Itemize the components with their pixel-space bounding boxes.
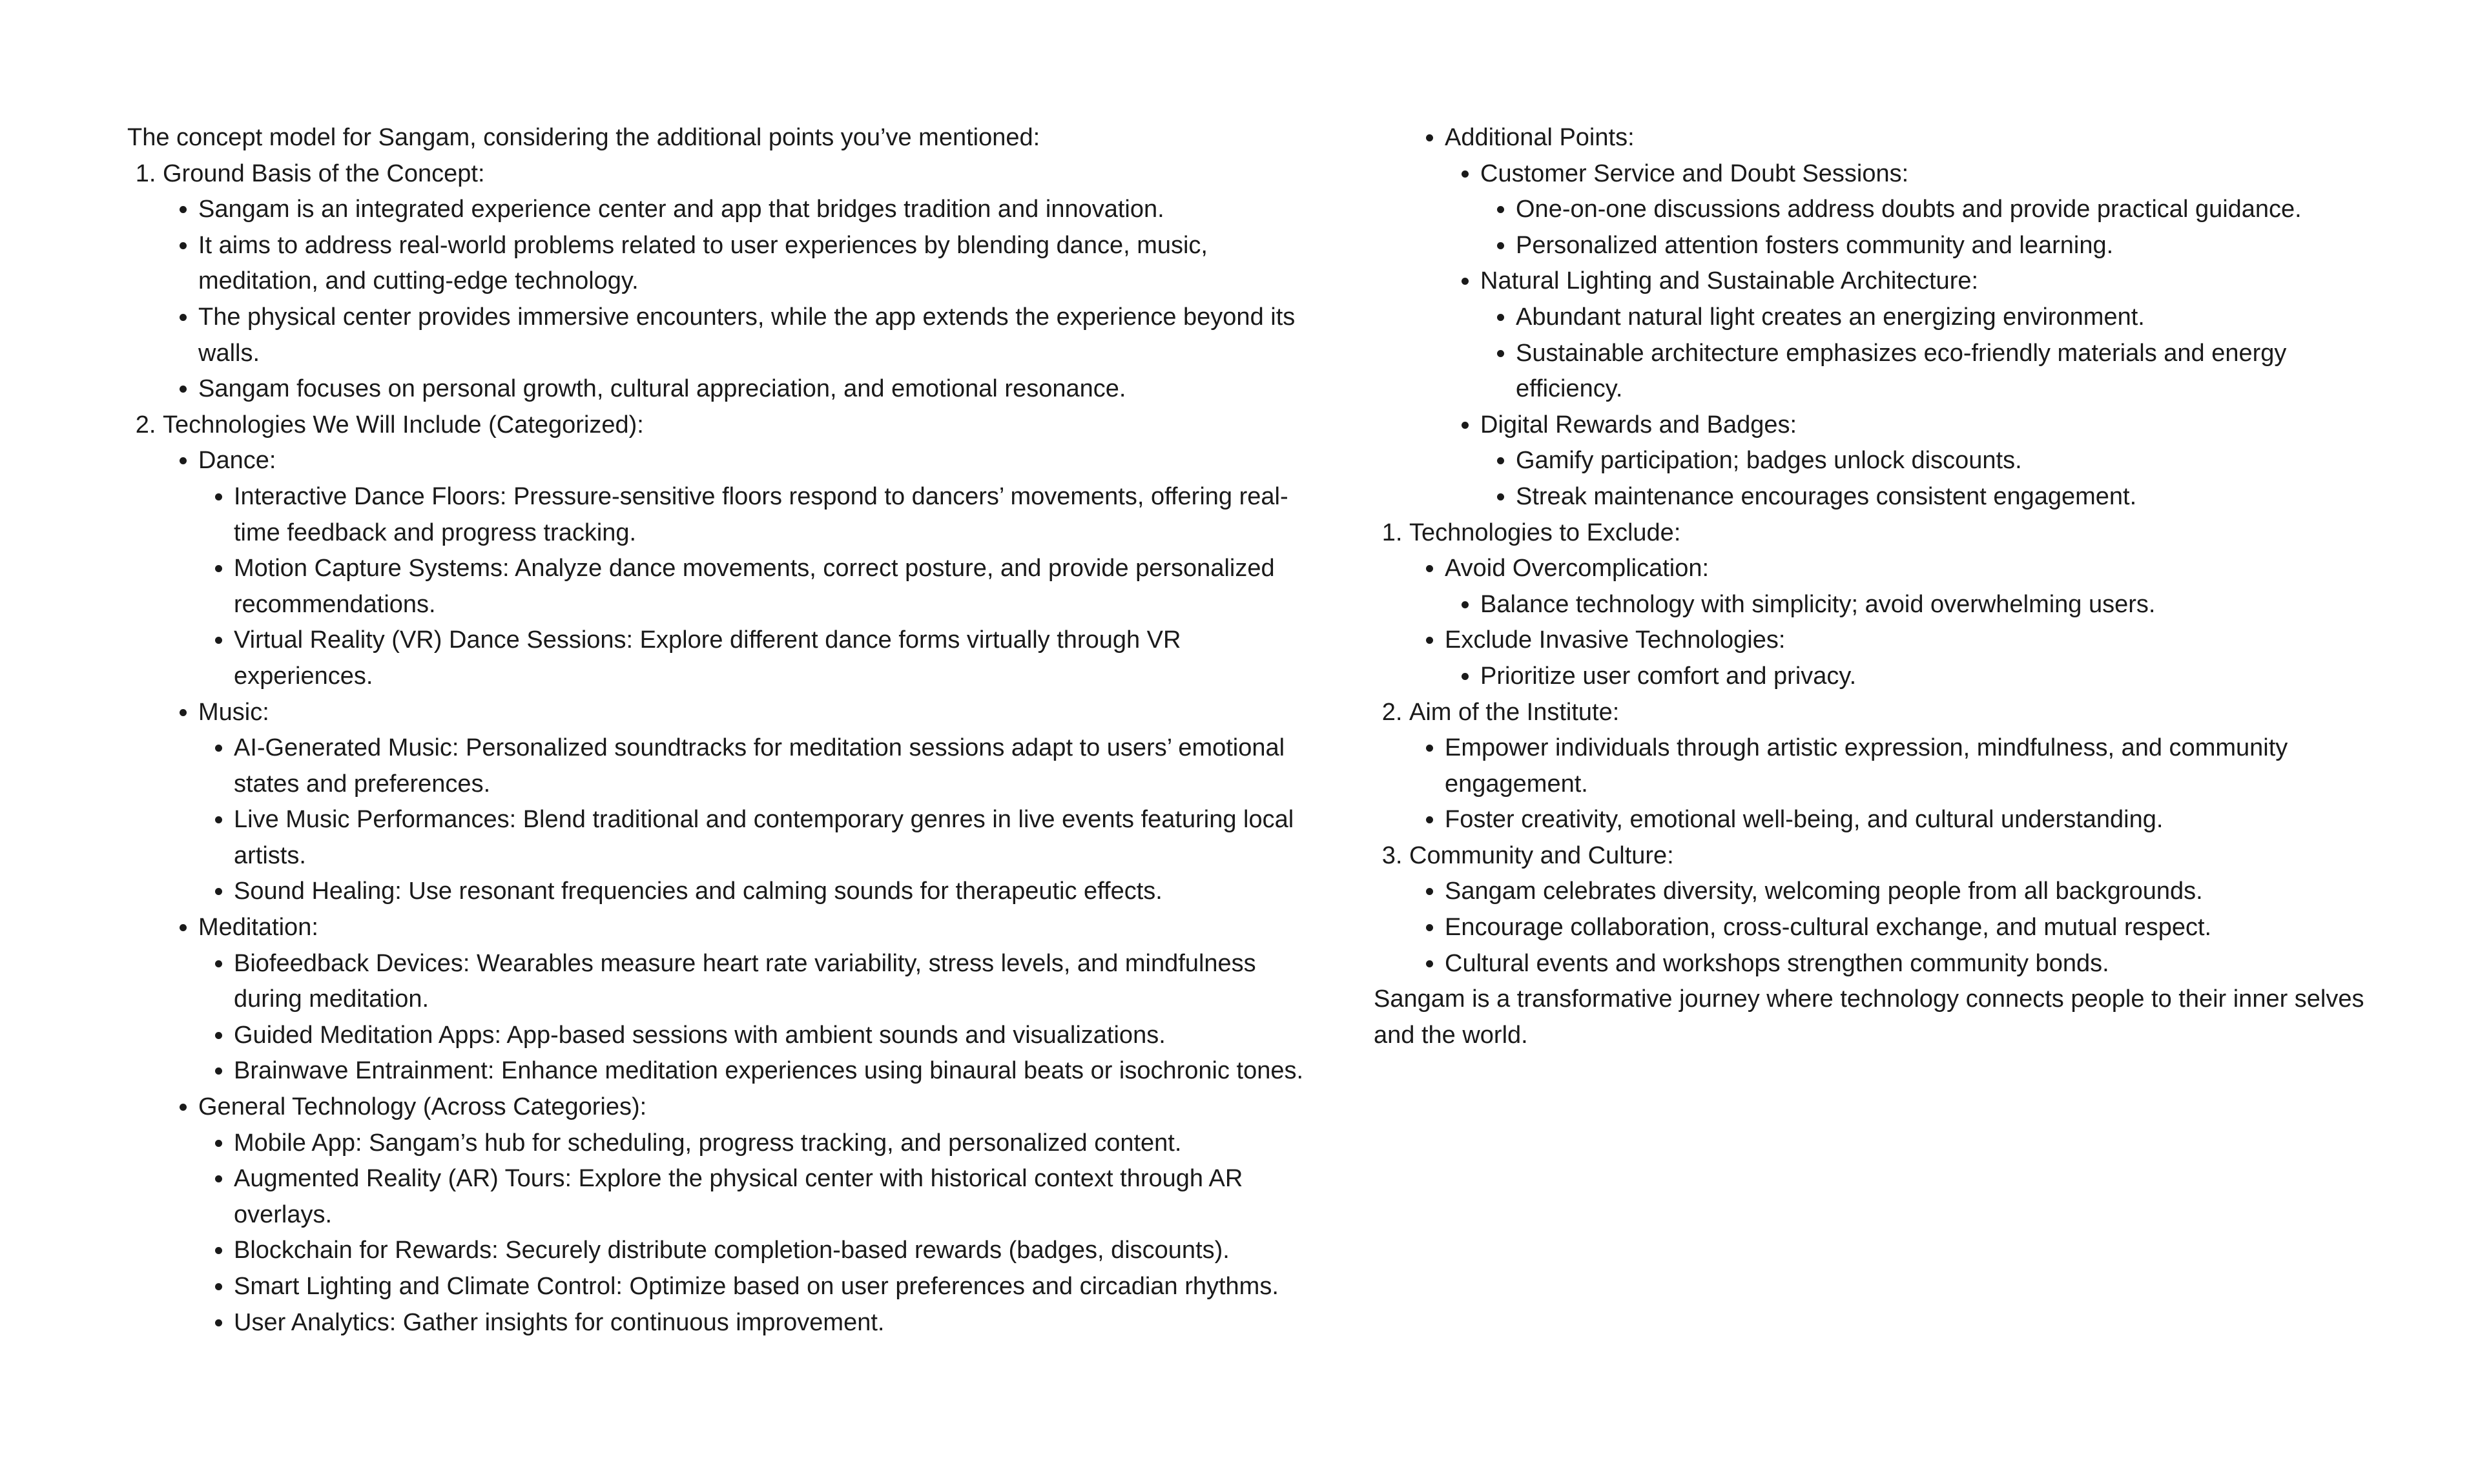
section-aim [1409,695,2394,838]
category-list [163,443,1309,1341]
bullet-list [1409,874,2394,982]
list-item: • Blockchain for Rewards: Securely distribute completion-based rewards (badges, discounts). [234,1233,1309,1269]
list-item: • Streak maintenance encourages consistent engagement. [1516,479,2394,515]
main-numbered-list [127,156,1309,1341]
section-title: Additional Points: [1445,124,1635,151]
category-title: Natural Lighting and Sustainable Architecture: [1480,267,1979,295]
list-item: • Abundant natural light creates an energizing environment. [1516,300,2394,336]
bullet-list [198,946,1309,1089]
section-ground-basis [163,156,1309,407]
bullet-list [1480,192,2394,263]
section-title: Aim of the Institute: [1409,698,1620,726]
right-numbered-list [1374,515,2394,982]
list-item: • Personalized attention fosters community and learning. [1516,228,2394,264]
section-technologies-exclude [1409,515,2394,695]
bullet-list [1480,300,2394,407]
section-title: Community and Culture: [1409,841,1674,869]
category-general-technology [198,1089,1309,1341]
list-item: • Motion Capture Systems: Analyze dance movements, correct posture, and provide personalized recommendations. [234,551,1309,623]
section-technologies-include [163,407,1309,1341]
list-item: • Prioritize user comfort and privacy. [1480,659,2394,695]
list-item: • Brainwave Entrainment: Enhance meditation experiences using binaural beats or isochronic tones. [234,1053,1309,1089]
category-title: Music: [198,698,269,726]
category-meditation [198,910,1309,1089]
bullet-list [1445,587,2394,623]
category-list [1409,551,2394,694]
section-title: Ground Basis of the Concept: [163,160,485,187]
list-item: • Live Music Performances: Blend traditional and contemporary genres in live events featuring local artists. [234,802,1309,874]
list-item: • One-on-one discussions address doubts and provide practical guidance. [1516,192,2394,228]
list-item: • Balance technology with simplicity; avoid overwhelming users. [1480,587,2394,623]
list-item: • Interactive Dance Floors: Pressure-sensitive floors respond to dancers’ movements, offering real-time feedback and progress tracking. [234,479,1309,551]
bullet-list [198,730,1309,910]
list-item: • The physical center provides immersive encounters, while the app extends the experience beyond its walls. [198,300,1309,371]
category-dance [198,443,1309,694]
category-title: Avoid Overcomplication: [1445,555,1710,582]
intro-text: The concept model for Sangam, considering the additional points you’ve mentioned: [127,124,1040,151]
list-item: • Guided Meditation Apps: App-based sessions with ambient sounds and visualizations. [234,1018,1309,1054]
list-item: • Augmented Reality (AR) Tours: Explore the physical center with historical context through AR overlays. [234,1161,1309,1233]
bullet-list [163,192,1309,407]
section-additional-points [1445,120,2394,515]
list-item: • Smart Lighting and Climate Control: Optimize based on user preferences and circadian rhythms. [234,1269,1309,1305]
list-item: • Sangam is an integrated experience center and app that bridges tradition and innovation. [198,192,1309,228]
category-music [198,695,1309,911]
category-digital-rewards [1480,407,2394,515]
list-item: • Encourage collaboration, cross-cultural exchange, and mutual respect. [1445,910,2394,946]
list-item: • Gamify participation; badges unlock discounts. [1516,443,2394,479]
category-title: General Technology (Across Categories): [198,1093,647,1121]
bullet-list [1480,443,2394,515]
category-avoid-overcomplication [1445,551,2394,623]
category-title: Dance: [198,447,276,475]
closing-text: Sangam is a transformative journey where technology connects people to their inner selves and the world. [1374,985,2364,1049]
list-item: • Sound Healing: Use resonant frequencies and calming sounds for therapeutic effects. [234,874,1309,910]
category-natural-lighting [1480,263,2394,407]
category-title: Customer Service and Doubt Sessions: [1480,160,1909,187]
list-item: • It aims to address real-world problems related to user experiences by blending dance, music, meditation, and cutting-edge technology. [198,228,1309,300]
list-item: • Cultural events and workshops strengthen community bonds. [1445,946,2394,982]
category-title: Exclude Invasive Technologies: [1445,626,1786,654]
category-list [1445,156,2394,515]
list-item: • Mobile App: Sangam’s hub for scheduling, progress tracking, and personalized content. [234,1126,1309,1162]
list-item: • Virtual Reality (VR) Dance Sessions: Explore different dance forms virtually through VR experiences. [234,623,1309,694]
section-title: Technologies to Exclude: [1409,519,1681,546]
list-item: • Sangam celebrates diversity, welcoming people from all backgrounds. [1445,874,2394,910]
bullet-list [198,1126,1309,1341]
category-exclude-invasive [1445,623,2394,694]
list-item: • Sangam focuses on personal growth, cultural appreciation, and emotional resonance. [198,371,1309,407]
left-column [127,120,1309,1341]
additional-points-list [1374,120,2394,515]
section-title: Technologies We Will Include (Categorized): [163,411,644,438]
section-community-culture [1409,838,2394,982]
category-title: Meditation: [198,914,318,942]
list-item: • Sustainable architecture emphasizes eco-friendly materials and energy efficiency. [1516,336,2394,407]
right-column [1374,120,2394,1053]
bullet-list [1445,659,2394,695]
list-item: • User Analytics: Gather insights for continuous improvement. [234,1305,1309,1341]
list-item: • Foster creativity, emotional well-being, and cultural understanding. [1445,802,2394,838]
category-title: Digital Rewards and Badges: [1480,411,1797,438]
list-item: • Empower individuals through artistic expression, mindfulness, and community engagement. [1445,730,2394,802]
bullet-list [198,479,1309,695]
list-item: • Biofeedback Devices: Wearables measure heart rate variability, stress levels, and mindfulness during meditation. [234,946,1309,1018]
list-item: • AI-Generated Music: Personalized soundtracks for meditation sessions adapt to users’ emotional states and preferences. [234,730,1309,802]
category-customer-service [1480,156,2394,264]
bullet-list [1409,730,2394,838]
